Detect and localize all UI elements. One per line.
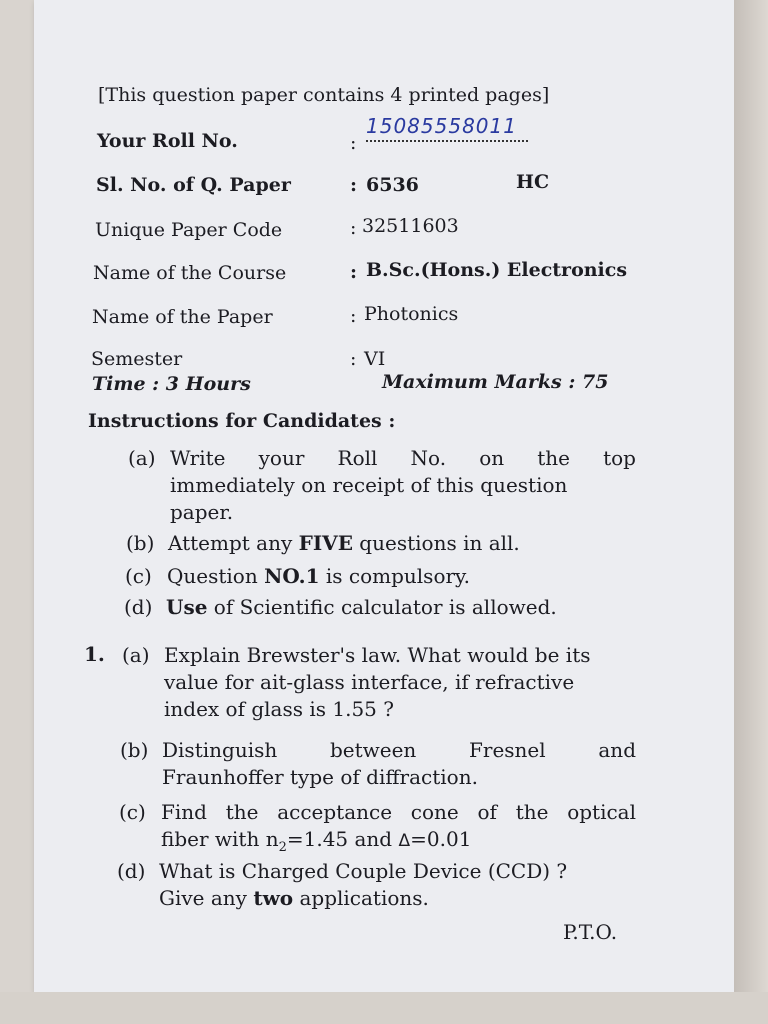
- question-1d: [117, 858, 634, 914]
- question-number: 1.: [84, 642, 105, 666]
- page-count-note: [This question paper contains 4 printed pages]: [98, 84, 550, 106]
- question-1c-line1: Find the acceptance cone of the optical: [161, 800, 636, 824]
- instruction-tag: (b): [126, 531, 155, 555]
- question-1d-line2-pre: Give any: [159, 886, 254, 910]
- instruction-d-post: of Scientific calculator is allowed.: [207, 595, 557, 619]
- question-1d-line2: [159, 885, 636, 912]
- question-part-tag: (d): [117, 859, 146, 883]
- instruction-tag: (a): [128, 446, 156, 470]
- question-1c: [119, 799, 634, 855]
- instruction-c-post: is compulsory.: [319, 564, 471, 588]
- unique-paper-code-label: Unique Paper Code: [95, 219, 283, 241]
- instruction-item-a: [128, 445, 636, 527]
- paper-set-code: HC: [516, 171, 550, 193]
- instruction-b-post: questions in all.: [352, 531, 520, 555]
- instructions-heading: Instructions for Candidates :: [88, 410, 396, 432]
- instruction-d-bold: Use: [166, 595, 208, 619]
- question-part-tag: (b): [120, 738, 149, 762]
- paper-name-label: Name of the Paper: [92, 306, 273, 328]
- unique-paper-code-colon: :: [350, 217, 357, 239]
- instruction-text: [166, 594, 557, 621]
- question-part-tag: (a): [122, 643, 150, 667]
- course-name-colon: :: [350, 261, 358, 283]
- roll-no-colon: :: [350, 132, 357, 154]
- roll-no-label: Your Roll No.: [97, 130, 238, 152]
- please-turn-over: P.T.O.: [563, 920, 618, 944]
- question-part-text: [161, 799, 636, 861]
- instruction-a-line3: paper.: [170, 500, 234, 524]
- page-bottom-shadow: [0, 992, 768, 1024]
- paper-name-colon: :: [350, 305, 357, 327]
- question-1a-line3: index of glass is 1.55 ?: [164, 697, 394, 721]
- instruction-a-line2: immediately on receipt of this question: [170, 473, 568, 497]
- instruction-a-line1: Write your Roll No. on the top: [170, 446, 636, 470]
- instruction-text: [167, 563, 470, 590]
- maximum-marks: Maximum Marks : 75: [382, 371, 609, 393]
- instruction-c-bold: NO.1: [264, 564, 320, 588]
- sl-no-colon: :: [350, 174, 358, 196]
- roll-no-handwritten-value: 15085558011: [366, 114, 528, 142]
- time-allowed: Time : 3 Hours: [92, 373, 251, 395]
- question-1a: [122, 642, 634, 724]
- roll-no-field: [366, 114, 528, 142]
- semester-value: VI: [364, 348, 386, 370]
- question-part-text: [164, 642, 636, 723]
- instruction-item-b: [126, 530, 634, 558]
- question-1c-line2: [161, 826, 636, 861]
- question-part-text: [162, 737, 636, 791]
- question-1d-line2-post: applications.: [293, 886, 429, 910]
- question-1c-subscript: 2: [278, 840, 287, 855]
- question-1d-bold: two: [253, 886, 294, 910]
- semester-colon: :: [350, 348, 357, 370]
- question-1a-line1: Explain Brewster's law. What would be its: [164, 643, 591, 667]
- question-1b-line1: Distinguish between Fresnel and: [162, 738, 636, 762]
- delta-symbol: Δ: [398, 831, 411, 851]
- instruction-b-bold: FIVE: [298, 531, 353, 555]
- page-edge-shadow: [734, 0, 768, 1024]
- sl-no-label: Sl. No. of Q. Paper: [96, 174, 291, 196]
- course-name-value: B.Sc.(Hons.) Electronics: [366, 259, 628, 281]
- course-name-label: Name of the Course: [93, 262, 287, 284]
- question-part-tag: (c): [119, 800, 146, 824]
- question-1c-line2-post: =0.01: [410, 827, 472, 851]
- question-1a-line2: value for ait-glass interface, if refractive: [164, 670, 575, 694]
- sl-no-value: 6536: [366, 174, 419, 196]
- question-1c-line2-pre: fiber with n: [161, 827, 279, 851]
- question-1d-line1: What is Charged Couple Device (CCD) ?: [159, 859, 568, 883]
- instruction-b-pre: Attempt any: [168, 531, 299, 555]
- question-1b: [120, 737, 634, 793]
- instruction-c-pre: Question: [167, 564, 265, 588]
- question-part-text: [159, 858, 636, 912]
- instruction-item-c: [125, 563, 633, 591]
- unique-paper-code-value: 32511603: [362, 215, 459, 237]
- question-1c-line2-mid: =1.45 and: [286, 827, 399, 851]
- instruction-text: [170, 445, 636, 526]
- semester-label: Semester: [91, 348, 183, 370]
- instruction-item-d: [124, 594, 632, 622]
- paper-name-value: Photonics: [364, 303, 459, 325]
- instruction-tag: (d): [124, 595, 153, 619]
- question-1b-line2: Fraunhoffer type of diffraction.: [162, 765, 478, 789]
- instruction-text: [168, 530, 520, 557]
- instruction-tag: (c): [125, 564, 152, 588]
